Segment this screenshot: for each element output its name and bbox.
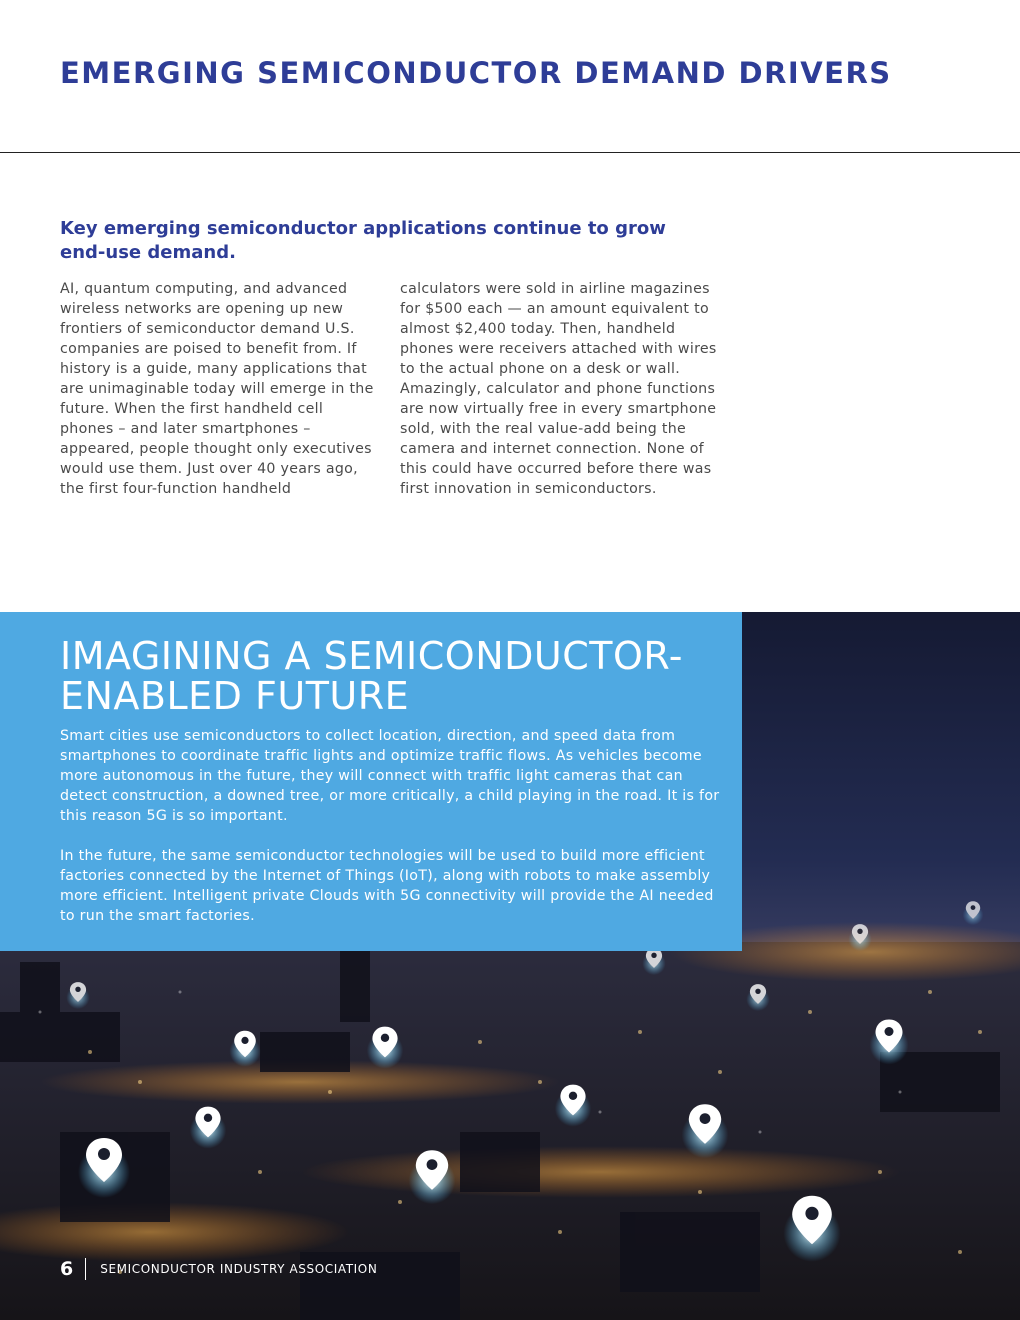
feature-panel (0, 612, 742, 951)
page-footer (60, 1256, 377, 1282)
body-column-left: AI, quantum computing, and advanced wireless networks are opening up new frontiers of semiconductor demand U.S. companies are poised to benefit from. If history is a guide, many applications that are unimaginable today will emerge in the future. When the first handheld cell phones – and later smartphones – appeared, people thought only executives would use them. Just over 40 years ago, the first four-function handheld (60, 281, 374, 497)
footer-divider (85, 1258, 86, 1280)
section-subheading: Key emerging semiconductor applications continue to grow end-use demand. (60, 218, 666, 263)
page-title: EMERGING SEMICONDUCTOR DEMAND DRIVERS (60, 56, 892, 90)
feature-paragraph-2: In the future, the same semiconductor technologies will be used to build more efficient factories connected by the Internet of Things (IoT), along with robots to make assembly more efficient. Intelligent private Clouds with 5G connectivity will provide the AI needed to run the smart factories. (60, 848, 714, 924)
organization-name: SEMICONDUCTOR INDUSTRY ASSOCIATION (100, 1262, 378, 1276)
feature-paragraph-1: Smart cities use semiconductors to collect location, direction, and speed data from smartphones to coordinate traffic lights and optimize traffic flows. As vehicles become more autonomous in the future, they will connect with traffic light cameras that can detect construction, a downed tree, or more critically, a child playing in the road. It is for this reason 5G is so important. (60, 728, 720, 824)
title-divider (0, 152, 1020, 153)
body-column-right: calculators were sold in airline magazines for $500 each — an amount equivalent to almost $2,400 today. Then, handheld phones were receivers attached with wires to the actual phone on a desk or wall. Amazingly, calculator and phone functions are now virtually free in every smartphone sold, with the real value-add being the camera and internet connection. None of this could have occurred before there was first innovation in semiconductors. (400, 281, 717, 497)
feature-title: IMAGINING A SEMICONDUCTOR-ENABLED FUTURE (60, 634, 683, 718)
page-number: 6 (60, 1258, 74, 1280)
